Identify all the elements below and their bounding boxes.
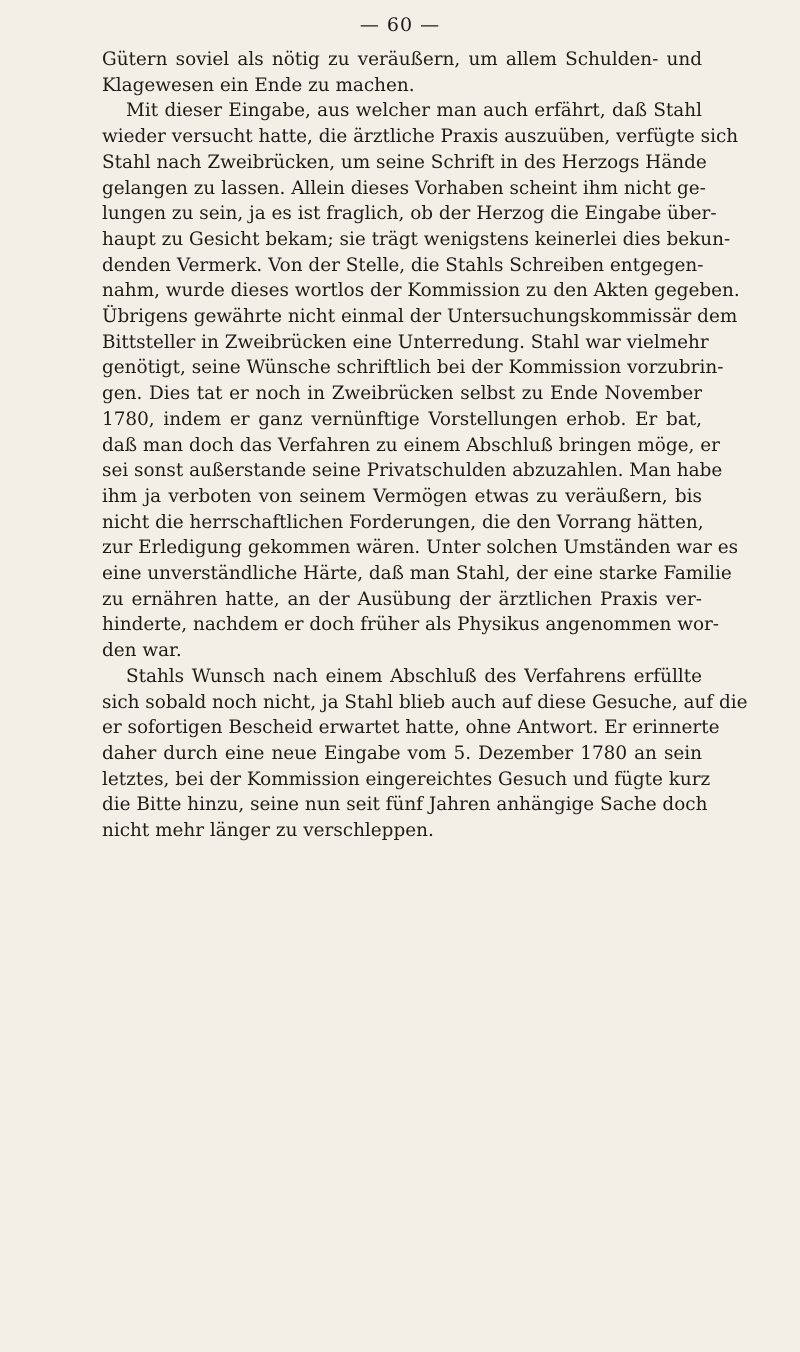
body-text bbox=[102, 47, 748, 844]
text-line: er sofortigen Bescheid erwartet hatte, ohne Antwort. Er erinnerte bbox=[102, 717, 720, 739]
text-line: haupt zu Gesicht bekam; sie trägt wenigstens keinerlei dies bekun- bbox=[102, 228, 731, 250]
text-line: genötigt, seine Wünsche schriftlich bei der Kommission vorzubrin- bbox=[102, 357, 724, 379]
text-line: Klagewesen ein Ende zu machen. bbox=[102, 74, 415, 96]
text-line: wieder versucht hatte, die ärztliche Praxis auszuüben, verfügte sich bbox=[102, 126, 739, 148]
text-line: Bittsteller in Zweibrücken eine Unterredung. Stahl war vielmehr bbox=[102, 331, 709, 353]
text-line: Gütern soviel als nötig zu veräußern, um allem Schulden- und bbox=[102, 49, 702, 70]
text-line: Stahls Wunsch nach einem Abschluß des Verfahrens erfüllte bbox=[126, 665, 702, 687]
text-line: denden Vermerk. Von der Stelle, die Stahls Schreiben entgegen- bbox=[102, 254, 704, 276]
text-line: gelangen zu lassen. Allein dieses Vorhaben scheint ihm nicht ge- bbox=[102, 177, 706, 199]
text-line: zu ernähren hatte, an der Ausübung der ärztlichen Praxis ver- bbox=[102, 588, 702, 610]
text-line: sei sonst außerstande seine Privatschulden abzuzahlen. Man habe bbox=[102, 460, 723, 482]
text-line: daher durch eine neue Eingabe vom 5. Dezember 1780 an sein bbox=[102, 742, 702, 764]
text-line: Übrigens gewährte nicht einmal der Untersuchungskommissär dem bbox=[102, 306, 738, 328]
text-line: daß man doch das Verfahren zu einem Abschluß bringen möge, er bbox=[102, 434, 720, 456]
text-line: nahm, wurde dieses wortlos der Kommission zu den Akten gegeben. bbox=[102, 280, 740, 302]
text-line: Stahl nach Zweibrücken, um seine Schrift in des Herzogs Hände bbox=[102, 151, 707, 173]
text-line: lungen zu sein, ja es ist fraglich, ob der Herzog die Eingabe über- bbox=[102, 203, 717, 225]
text-line: den war. bbox=[102, 640, 182, 662]
text-line: Mit dieser Eingabe, aus welcher man auch erfährt, daß Stahl bbox=[126, 100, 702, 122]
text-line: gen. Dies tat er noch in Zweibrücken selbst zu Ende November bbox=[102, 383, 702, 405]
text-line: letztes, bei der Kommission eingereichtes Gesuch und fügte kurz bbox=[102, 768, 711, 790]
text-line: ihm ja verboten von seinem Vermögen etwas zu veräußern, bis bbox=[102, 485, 702, 507]
paragraph bbox=[102, 664, 748, 844]
text-line: sich sobald noch nicht, ja Stahl blieb auch auf diese Gesuche, auf die bbox=[102, 691, 748, 713]
text-line: die Bitte hinzu, seine nun seit fünf Jahren anhängige Sache doch bbox=[102, 794, 708, 816]
text-line: zur Erledigung gekommen wären. Unter solchen Umständen war es bbox=[102, 537, 739, 559]
page-number: — 60 — bbox=[359, 14, 441, 36]
text-line: 1780, indem er ganz vernünftige Vorstellungen erhob. Er bat, bbox=[102, 408, 702, 430]
text-line: eine unverständliche Härte, daß man Stahl, der eine starke Familie bbox=[102, 563, 732, 585]
text-line: hinderte, nachdem er doch früher als Physikus angenommen wor- bbox=[102, 614, 720, 636]
paragraph bbox=[102, 98, 740, 663]
paragraph bbox=[102, 47, 702, 98]
text-line: nicht mehr länger zu verschleppen. bbox=[102, 820, 434, 842]
text-line: nicht die herrschaftlichen Forderungen, die den Vorrang hätten, bbox=[102, 511, 704, 533]
